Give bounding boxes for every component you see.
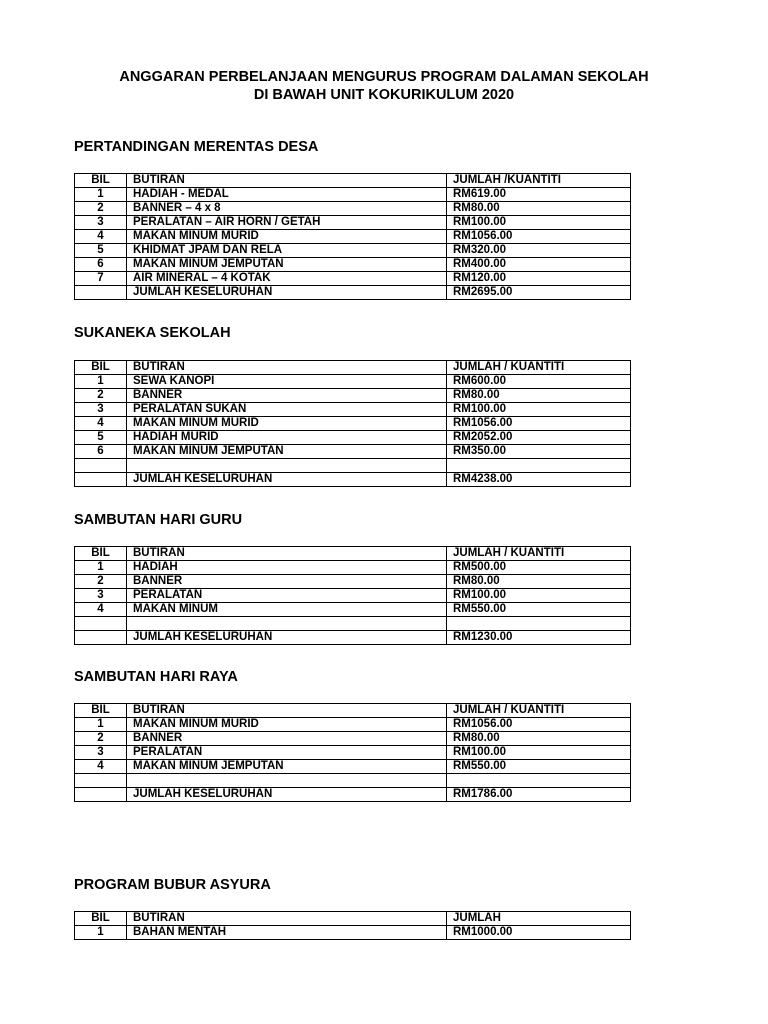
- butiran-cell: BUTIRAN: [127, 174, 447, 188]
- jumlah-cell: RM100.00: [447, 403, 631, 417]
- jumlah-cell: [447, 617, 631, 631]
- butiran-cell: JUMLAH KESELURUHAN: [127, 472, 447, 486]
- bil-cell: 3: [75, 589, 127, 603]
- bil-cell: [75, 286, 127, 300]
- jumlah-cell: JUMLAH / KUANTITI: [447, 547, 631, 561]
- butiran-cell: MAKAN MINUM MURID: [127, 230, 447, 244]
- jumlah-cell: JUMLAH / KUANTITI: [447, 704, 631, 718]
- table-row: [75, 926, 631, 940]
- bil-cell: [75, 787, 127, 801]
- butiran-cell: BANNER – 4 x 8: [127, 202, 447, 216]
- butiran-cell: [127, 774, 447, 788]
- table-row: [75, 244, 631, 258]
- jumlah-cell: RM100.00: [447, 216, 631, 230]
- butiran-cell: PERALATAN – AIR HORN / GETAH: [127, 216, 447, 230]
- table-row: [75, 188, 631, 202]
- budget-table-bubur-asyura: [74, 911, 631, 940]
- jumlah-cell: RM4238.00: [447, 472, 631, 486]
- bil-cell: 2: [75, 575, 127, 589]
- table-row: [75, 732, 631, 746]
- table-row: [75, 561, 631, 575]
- bil-cell: 4: [75, 230, 127, 244]
- table-row: [75, 417, 631, 431]
- bil-cell: BIL: [75, 912, 127, 926]
- table-row: [75, 575, 631, 589]
- jumlah-cell: RM2052.00: [447, 431, 631, 445]
- table-row: [75, 272, 631, 286]
- butiran-cell: BUTIRAN: [127, 361, 447, 375]
- title-line-1: ANGGARAN PERBELANJAAN MENGURUS PROGRAM DALAMAN SEKOLAH: [119, 69, 649, 85]
- jumlah-cell: RM120.00: [447, 272, 631, 286]
- jumlah-cell: RM350.00: [447, 445, 631, 459]
- bil-cell: BIL: [75, 361, 127, 375]
- section-title-hari-raya: SAMBUTAN HARI RAYA: [74, 669, 238, 685]
- jumlah-cell: RM100.00: [447, 746, 631, 760]
- jumlah-cell: RM550.00: [447, 760, 631, 774]
- jumlah-cell: JUMLAH: [447, 912, 631, 926]
- total-row: [75, 787, 631, 801]
- budget-table-sukaneka: [74, 360, 631, 487]
- butiran-cell: HADIAH MURID: [127, 431, 447, 445]
- table-row: [75, 230, 631, 244]
- jumlah-cell: JUMLAH /KUANTITI: [447, 174, 631, 188]
- bil-cell: 2: [75, 732, 127, 746]
- table-row: [75, 258, 631, 272]
- table-row: [75, 202, 631, 216]
- bil-cell: 1: [75, 926, 127, 940]
- butiran-cell: MAKAN MINUM JEMPUTAN: [127, 445, 447, 459]
- butiran-cell: BANNER: [127, 389, 447, 403]
- butiran-cell: PERALATAN: [127, 589, 447, 603]
- jumlah-cell: JUMLAH / KUANTITI: [447, 361, 631, 375]
- table-row: [75, 375, 631, 389]
- jumlah-cell: RM1056.00: [447, 230, 631, 244]
- table-header-row: [75, 547, 631, 561]
- butiran-cell: HADIAH: [127, 561, 447, 575]
- butiran-cell: MAKAN MINUM JEMPUTAN: [127, 760, 447, 774]
- butiran-cell: BUTIRAN: [127, 547, 447, 561]
- budget-table-hari-raya: [74, 703, 631, 802]
- bil-cell: 1: [75, 188, 127, 202]
- bil-cell: 4: [75, 760, 127, 774]
- bil-cell: 5: [75, 244, 127, 258]
- bil-cell: 1: [75, 375, 127, 389]
- butiran-cell: [127, 459, 447, 473]
- table-row: [75, 774, 631, 788]
- bil-cell: 1: [75, 718, 127, 732]
- bil-cell: [75, 630, 127, 644]
- butiran-cell: JUMLAH KESELURUHAN: [127, 630, 447, 644]
- title-line-2: DI BAWAH UNIT KOKURIKULUM 2020: [253, 87, 515, 103]
- jumlah-cell: RM600.00: [447, 375, 631, 389]
- jumlah-cell: RM1056.00: [447, 417, 631, 431]
- bil-cell: 4: [75, 417, 127, 431]
- section-title-bubur-asyura: PROGRAM BUBUR ASYURA: [74, 877, 271, 893]
- budget-table-merentas-desa: [74, 173, 631, 300]
- table-header-row: [75, 912, 631, 926]
- table-row: [75, 459, 631, 473]
- bil-cell: BIL: [75, 174, 127, 188]
- butiran-cell: HADIAH - MEDAL: [127, 188, 447, 202]
- jumlah-cell: RM400.00: [447, 258, 631, 272]
- bil-cell: BIL: [75, 704, 127, 718]
- table-row: [75, 760, 631, 774]
- bil-cell: 6: [75, 258, 127, 272]
- section-title-sukaneka: SUKANEKA SEKOLAH: [74, 325, 231, 341]
- jumlah-cell: RM80.00: [447, 575, 631, 589]
- bil-cell: [75, 472, 127, 486]
- bil-cell: 7: [75, 272, 127, 286]
- table-row: [75, 746, 631, 760]
- butiran-cell: MAKAN MINUM MURID: [127, 718, 447, 732]
- butiran-cell: MAKAN MINUM MURID: [127, 417, 447, 431]
- jumlah-cell: RM80.00: [447, 202, 631, 216]
- total-row: [75, 286, 631, 300]
- butiran-cell: PERALATAN: [127, 746, 447, 760]
- bil-cell: 4: [75, 603, 127, 617]
- jumlah-cell: RM1230.00: [447, 630, 631, 644]
- bil-cell: 5: [75, 431, 127, 445]
- total-row: [75, 630, 631, 644]
- bil-cell: 1: [75, 561, 127, 575]
- table-row: [75, 589, 631, 603]
- butiran-cell: BUTIRAN: [127, 912, 447, 926]
- section-title-hari-guru: SAMBUTAN HARI GURU: [74, 512, 243, 528]
- jumlah-cell: RM1000.00: [447, 926, 631, 940]
- jumlah-cell: RM500.00: [447, 561, 631, 575]
- section-title-merentas-desa: PERTANDINGAN MERENTAS DESA: [74, 139, 319, 155]
- butiran-cell: [127, 617, 447, 631]
- table-header-row: [75, 704, 631, 718]
- jumlah-cell: RM550.00: [447, 603, 631, 617]
- bil-cell: [75, 774, 127, 788]
- bil-cell: 6: [75, 445, 127, 459]
- jumlah-cell: RM1786.00: [447, 787, 631, 801]
- butiran-cell: PERALATAN SUKAN: [127, 403, 447, 417]
- bil-cell: 2: [75, 389, 127, 403]
- jumlah-cell: [447, 774, 631, 788]
- jumlah-cell: RM2695.00: [447, 286, 631, 300]
- butiran-cell: JUMLAH KESELURUHAN: [127, 286, 447, 300]
- jumlah-cell: RM320.00: [447, 244, 631, 258]
- butiran-cell: BANNER: [127, 575, 447, 589]
- budget-table-hari-guru: [74, 546, 631, 645]
- bil-cell: [75, 617, 127, 631]
- butiran-cell: KHIDMAT JPAM DAN RELA: [127, 244, 447, 258]
- total-row: [75, 472, 631, 486]
- bil-cell: BIL: [75, 547, 127, 561]
- butiran-cell: AIR MINERAL – 4 KOTAK: [127, 272, 447, 286]
- bil-cell: 3: [75, 746, 127, 760]
- butiran-cell: SEWA KANOPI: [127, 375, 447, 389]
- bil-cell: 3: [75, 216, 127, 230]
- butiran-cell: BAHAN MENTAH: [127, 926, 447, 940]
- table-row: [75, 403, 631, 417]
- table-header-row: [75, 361, 631, 375]
- bil-cell: 2: [75, 202, 127, 216]
- table-row: [75, 617, 631, 631]
- butiran-cell: BUTIRAN: [127, 704, 447, 718]
- table-header-row: [75, 174, 631, 188]
- jumlah-cell: RM1056.00: [447, 718, 631, 732]
- table-row: [75, 603, 631, 617]
- bil-cell: [75, 459, 127, 473]
- butiran-cell: MAKAN MINUM: [127, 603, 447, 617]
- jumlah-cell: [447, 459, 631, 473]
- jumlah-cell: RM80.00: [447, 732, 631, 746]
- jumlah-cell: RM100.00: [447, 589, 631, 603]
- table-row: [75, 216, 631, 230]
- table-row: [75, 431, 631, 445]
- bil-cell: 3: [75, 403, 127, 417]
- table-row: [75, 718, 631, 732]
- butiran-cell: BANNER: [127, 732, 447, 746]
- jumlah-cell: RM80.00: [447, 389, 631, 403]
- jumlah-cell: RM619.00: [447, 188, 631, 202]
- table-row: [75, 445, 631, 459]
- butiran-cell: MAKAN MINUM JEMPUTAN: [127, 258, 447, 272]
- table-row: [75, 389, 631, 403]
- butiran-cell: JUMLAH KESELURUHAN: [127, 787, 447, 801]
- document-title: [0, 68, 768, 104]
